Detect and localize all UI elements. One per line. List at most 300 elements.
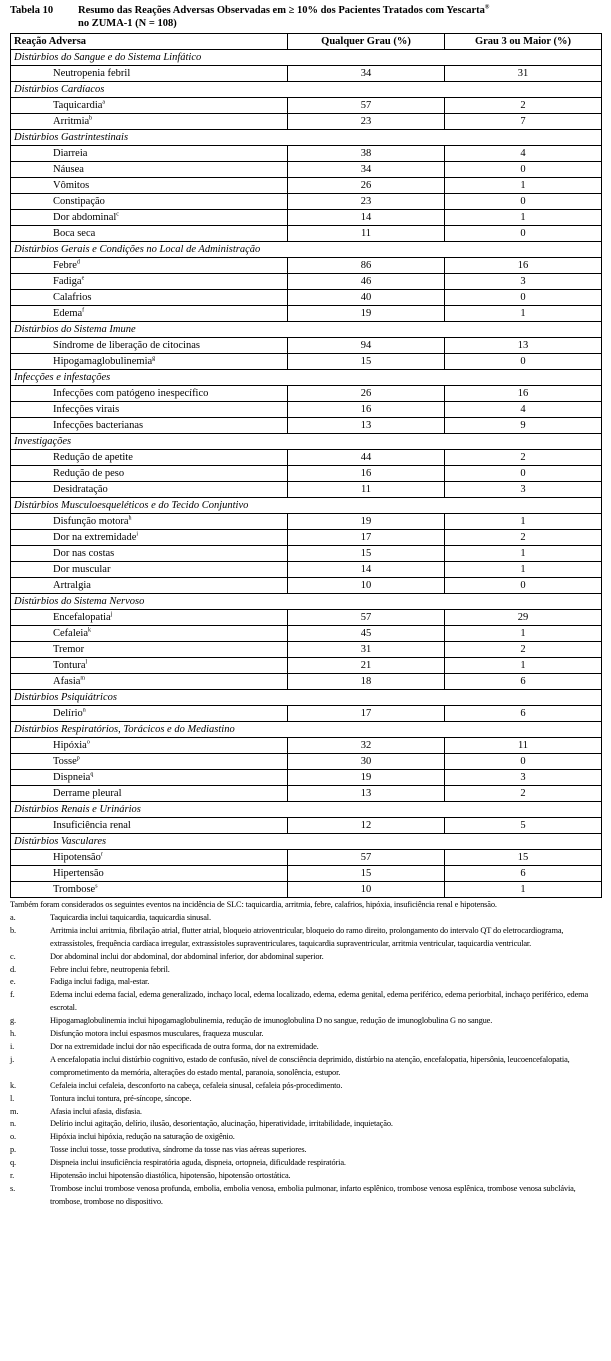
grade3-value: 6: [445, 706, 602, 722]
reaction-name: Hipertensão: [53, 868, 104, 879]
reaction-name: Vômitos: [53, 180, 90, 191]
reaction-name-cell: [11, 626, 288, 642]
footnote-item: [10, 1118, 601, 1131]
table-row: [11, 514, 602, 530]
table-row: [11, 418, 602, 434]
reaction-name-cell: [11, 658, 288, 674]
table-row: [11, 786, 602, 802]
any-grade-value: 15: [288, 866, 445, 882]
table-label: Tabela 10: [10, 5, 54, 16]
footnote-item: [10, 989, 601, 1015]
any-grade-value: 16: [288, 402, 445, 418]
table-row: [11, 770, 602, 786]
any-grade-value: 31: [288, 642, 445, 658]
reaction-name: Dor nas costas: [53, 548, 115, 559]
footnote-key: s.: [10, 1183, 16, 1193]
table-row: [11, 210, 602, 226]
footnote-marker: m: [80, 675, 86, 682]
footnote-text: Fadiga inclui fadiga, mal-estar.: [50, 977, 150, 987]
table-footnotes: [10, 899, 601, 1209]
reaction-name-cell: [11, 98, 288, 114]
footnote-item: [10, 1015, 601, 1028]
grade3-value: 13: [445, 338, 602, 354]
table-row: [11, 754, 602, 770]
reaction-name: Trombose: [53, 884, 96, 895]
reaction-name: Edema: [53, 308, 83, 319]
any-grade-value: 23: [288, 114, 445, 130]
grade3-value: 0: [445, 754, 602, 770]
grade3-value: 3: [445, 274, 602, 290]
grade3-value: 0: [445, 194, 602, 210]
reaction-name: Síndrome de liberação de citocinas: [53, 340, 200, 351]
grade3-value: 31: [445, 66, 602, 82]
any-grade-value: 26: [288, 386, 445, 402]
reaction-name: Boca seca: [53, 228, 96, 239]
reaction-name: Diarreia: [53, 148, 88, 159]
reaction-name-cell: [11, 642, 288, 658]
footnote-key: i.: [10, 1041, 15, 1051]
reaction-name-cell: [11, 818, 288, 834]
any-grade-value: 19: [288, 306, 445, 322]
grade3-value: 2: [445, 786, 602, 802]
reaction-name-cell: [11, 290, 288, 306]
category-row: [11, 594, 602, 610]
grade3-value: 2: [445, 642, 602, 658]
footnote-key: c.: [10, 951, 16, 961]
reaction-name-cell: [11, 354, 288, 370]
any-grade-value: 38: [288, 146, 445, 162]
grade3-value: 3: [445, 770, 602, 786]
reaction-name: Redução de peso: [53, 468, 125, 479]
reaction-name: Constipação: [53, 196, 105, 207]
table-row: [11, 386, 602, 402]
footnote-marker: p: [76, 755, 80, 762]
footnote-key: l.: [10, 1093, 15, 1103]
any-grade-value: 57: [288, 610, 445, 626]
table-row: [11, 306, 602, 322]
table-row: [11, 882, 602, 898]
footnote-item: [10, 1131, 601, 1144]
table-row: [11, 274, 602, 290]
any-grade-value: 11: [288, 226, 445, 242]
grade3-value: 2: [445, 98, 602, 114]
category-row: [11, 834, 602, 850]
table-row: [11, 450, 602, 466]
reaction-name-cell: [11, 338, 288, 354]
reaction-name: Delírio: [53, 708, 83, 719]
reaction-name: Tremor: [53, 644, 85, 655]
category-label: Distúrbios Cardíacos: [11, 82, 602, 98]
grade3-value: 1: [445, 658, 602, 674]
table-row: [11, 530, 602, 546]
table-row: [11, 178, 602, 194]
grade3-value: 0: [445, 354, 602, 370]
table-row: [11, 98, 602, 114]
reaction-name-cell: [11, 514, 288, 530]
footnote-text: Taquicardia inclui taquicardia, taquicardia sinusal.: [50, 912, 211, 922]
reaction-name-cell: [11, 162, 288, 178]
any-grade-value: 10: [288, 882, 445, 898]
reaction-name-cell: [11, 706, 288, 722]
any-grade-value: 15: [288, 546, 445, 562]
table-row: [11, 738, 602, 754]
table-row: [11, 194, 602, 210]
footnote-marker: r: [100, 851, 103, 858]
footnote-marker: o: [86, 739, 90, 746]
grade3-value: 11: [445, 738, 602, 754]
footnote-marker: e: [81, 275, 85, 282]
footnote-text: Delírio inclui agitação, delírio, ilusão, desorientação, alucinação, hiperatividade, irritabilidade, inquietação.: [50, 1119, 393, 1129]
footnote-item: [10, 976, 601, 989]
category-label: Infecções e infestações: [11, 370, 602, 386]
table-row: [11, 866, 602, 882]
any-grade-value: 23: [288, 194, 445, 210]
table-title: Resumo das Reações Adversas Observadas em ≥ 10% dos Pacientes Tratados com Yescarta: [78, 5, 485, 16]
any-grade-value: 13: [288, 418, 445, 434]
table-row: [11, 290, 602, 306]
reaction-name: Derrame pleural: [53, 788, 122, 799]
footnote-text: Hipotensão inclui hipotensão diastólica, hipotensão, hipotensão ortostática.: [50, 1171, 291, 1181]
footnote-marker: d: [76, 259, 80, 266]
any-grade-value: 17: [288, 706, 445, 722]
any-grade-value: 14: [288, 210, 445, 226]
footnote-text: Cefaleia inclui cefaleia, desconforto na cabeça, cefaleia sinusal, cefaleia pós-procedimento.: [50, 1080, 343, 1090]
table-body: [11, 50, 602, 898]
table-row: [11, 706, 602, 722]
table-caption: [10, 4, 605, 30]
footnote-marker: l: [85, 659, 88, 666]
table-row: [11, 226, 602, 242]
footnote-item: [10, 964, 601, 977]
any-grade-value: 14: [288, 562, 445, 578]
footnote-item: [10, 1041, 601, 1054]
footnote-text: Tontura inclui tontura, pré-síncope, síncope.: [50, 1093, 192, 1103]
footnote-item: [10, 1157, 601, 1170]
reaction-name: Infecções virais: [53, 404, 120, 415]
table-row: [11, 626, 602, 642]
grade3-value: 1: [445, 562, 602, 578]
footnote-marker: i: [136, 531, 139, 538]
header-any-grade: Qualquer Grau (%): [288, 34, 445, 50]
any-grade-value: 32: [288, 738, 445, 754]
footnote-marker: k: [87, 627, 91, 634]
footnote-key: o.: [10, 1132, 16, 1142]
reaction-name-cell: [11, 482, 288, 498]
grade3-value: 1: [445, 178, 602, 194]
reaction-name: Infecções bacterianas: [53, 420, 144, 431]
footnote-item: [10, 1054, 601, 1080]
footnote-marker: a: [102, 99, 106, 106]
grade3-value: 7: [445, 114, 602, 130]
reaction-name-cell: [11, 466, 288, 482]
any-grade-value: 26: [288, 178, 445, 194]
any-grade-value: 18: [288, 674, 445, 690]
reaction-name: Infecções com patógeno inespecífico: [53, 388, 209, 399]
table-row: [11, 146, 602, 162]
any-grade-value: 12: [288, 818, 445, 834]
footnote-marker: j: [110, 611, 113, 618]
reaction-name-cell: [11, 178, 288, 194]
header-grade3: Grau 3 ou Maior (%): [445, 34, 602, 50]
reaction-name-cell: [11, 770, 288, 786]
reaction-name: Insuficiência renal: [53, 820, 131, 831]
footnote-key: a.: [10, 912, 16, 922]
any-grade-value: 57: [288, 850, 445, 866]
category-label: Distúrbios Gastrintestinais: [11, 130, 602, 146]
reaction-name-cell: [11, 226, 288, 242]
footnote-text: Febre inclui febre, neutropenia febril.: [50, 964, 170, 974]
footnote-marker: s: [95, 883, 98, 890]
any-grade-value: 15: [288, 354, 445, 370]
reaction-name: Neutropenia febril: [53, 68, 131, 79]
table-row: [11, 338, 602, 354]
any-grade-value: 40: [288, 290, 445, 306]
grade3-value: 0: [445, 578, 602, 594]
table-row: [11, 610, 602, 626]
reaction-name: Redução de apetite: [53, 452, 133, 463]
footnote-key: f.: [10, 990, 15, 1000]
grade3-value: 0: [445, 226, 602, 242]
grade3-value: 1: [445, 210, 602, 226]
reaction-name-cell: [11, 114, 288, 130]
category-row: [11, 722, 602, 738]
footnote-text: Hipóxia inclui hipóxia, redução na saturação de oxigênio.: [50, 1132, 235, 1142]
table-row: [11, 466, 602, 482]
category-label: Distúrbios Renais e Urinários: [11, 802, 602, 818]
table-title-continuation: no ZUMA-1 (N = 108): [78, 18, 177, 29]
reaction-name: Desidratação: [53, 484, 108, 495]
footnote-key: g.: [10, 1016, 16, 1026]
footnote-key: j.: [10, 1054, 15, 1064]
footnote-item: [10, 1183, 601, 1209]
reaction-name-cell: [11, 210, 288, 226]
table-row: [11, 562, 602, 578]
reaction-name-cell: [11, 402, 288, 418]
grade3-value: 0: [445, 290, 602, 306]
any-grade-value: 10: [288, 578, 445, 594]
any-grade-value: 46: [288, 274, 445, 290]
reaction-name-cell: [11, 194, 288, 210]
reaction-name-cell: [11, 882, 288, 898]
category-label: Distúrbios do Sangue e do Sistema Linfático: [11, 50, 602, 66]
reaction-name: Dor abdominal: [53, 212, 117, 223]
reaction-name: Fadiga: [53, 276, 82, 287]
footnote-text: Disfunção motora inclui espasmos musculares, fraqueza muscular.: [50, 1029, 264, 1039]
table-row: [11, 818, 602, 834]
grade3-value: 1: [445, 306, 602, 322]
reaction-name: Dor na extremidade: [53, 532, 137, 543]
footnote-key: n.: [10, 1119, 16, 1129]
table-row: [11, 354, 602, 370]
grade3-value: 15: [445, 850, 602, 866]
grade3-value: 16: [445, 386, 602, 402]
any-grade-value: 19: [288, 770, 445, 786]
table-header-row: [11, 34, 602, 50]
category-row: [11, 370, 602, 386]
footnote-key: m.: [10, 1106, 19, 1116]
footnote-text: Arritmia inclui arritmia, fibrilação atrial, flutter atrial, bloqueio atrioventricular, bloqueio do ramo direito, prolongamento do intervalo QT do eletrocardiograma, extrassístoles, frequência cardíaca irregular, extrassístoles supraventriculares, taquicardia supraventricular, arritmia ventricular, taquicardia ventricular.: [50, 925, 564, 948]
category-label: Distúrbios Psiquiátricos: [11, 690, 602, 706]
category-row: [11, 322, 602, 338]
reaction-name-cell: [11, 418, 288, 434]
reaction-name: Hipóxia: [53, 740, 87, 751]
grade3-value: 1: [445, 626, 602, 642]
table-row: [11, 162, 602, 178]
reaction-name: Hipotensão: [53, 852, 101, 863]
footnote-text: Edema inclui edema facial, edema generalizado, inchaço local, edema localizado, edema, edema genital, edema periférico, edema periorbital, inchaço periférico, edema escrotal.: [50, 990, 589, 1013]
footnote-item: [10, 1080, 601, 1093]
table-row: [11, 642, 602, 658]
reaction-name-cell: [11, 610, 288, 626]
footnote-key: q.: [10, 1158, 16, 1168]
any-grade-value: 13: [288, 786, 445, 802]
footnote-item: [10, 1144, 601, 1157]
category-row: [11, 130, 602, 146]
footnote-item: [10, 1093, 601, 1106]
category-label: Distúrbios do Sistema Imune: [11, 322, 602, 338]
footnote-text: Tosse inclui tosse, tosse produtiva, síndrome da tosse nas vias aéreas superiores.: [50, 1145, 307, 1155]
footnote-key: k.: [10, 1080, 16, 1090]
reaction-name: Tosse: [53, 756, 77, 767]
reaction-name: Febre: [53, 260, 77, 271]
footnote-key: h.: [10, 1029, 16, 1039]
category-label: Distúrbios Vasculares: [11, 834, 602, 850]
grade3-value: 6: [445, 866, 602, 882]
any-grade-value: 11: [288, 482, 445, 498]
any-grade-value: 45: [288, 626, 445, 642]
footnote-marker: g: [152, 355, 156, 362]
any-grade-value: 34: [288, 66, 445, 82]
footnote-text: Afasia inclui afasia, disfasia.: [50, 1106, 142, 1116]
grade3-value: 2: [445, 530, 602, 546]
table-row: [11, 66, 602, 82]
reaction-name: Náusea: [53, 164, 84, 175]
grade3-value: 16: [445, 258, 602, 274]
reaction-name: Taquicardia: [53, 100, 103, 111]
category-row: [11, 242, 602, 258]
grade3-value: 3: [445, 482, 602, 498]
reaction-name-cell: [11, 274, 288, 290]
grade3-value: 29: [445, 610, 602, 626]
category-label: Distúrbios Gerais e Condições no Local de Administração: [11, 242, 602, 258]
table-row: [11, 658, 602, 674]
grade3-value: 9: [445, 418, 602, 434]
footnote-text: Dispneia inclui insuficiência respiratória aguda, dispneia, ortopneia, dificuldade respiratória.: [50, 1158, 346, 1168]
trademark-symbol: ®: [484, 4, 490, 11]
reaction-name: Encefalopatia: [53, 612, 111, 623]
any-grade-value: 34: [288, 162, 445, 178]
reaction-name-cell: [11, 786, 288, 802]
reaction-name-cell: [11, 754, 288, 770]
any-grade-value: 19: [288, 514, 445, 530]
grade3-value: 0: [445, 162, 602, 178]
grade3-value: 5: [445, 818, 602, 834]
category-row: [11, 82, 602, 98]
category-row: [11, 690, 602, 706]
reaction-name-cell: [11, 258, 288, 274]
footnote-item: [10, 1106, 601, 1119]
reaction-name: Hipogamaglobulinemia: [53, 356, 153, 367]
footnote-item: [10, 951, 601, 964]
category-row: [11, 802, 602, 818]
reaction-name: Dor muscular: [53, 564, 111, 575]
footnote-item: [10, 912, 601, 925]
footnote-item: [10, 925, 601, 951]
reaction-name-cell: [11, 450, 288, 466]
table-row: [11, 482, 602, 498]
grade3-value: 4: [445, 402, 602, 418]
reaction-name-cell: [11, 738, 288, 754]
footnote-text: Trombose inclui trombose venosa profunda, embolia, embolia venosa, embolia pulmonar, infarto esplênico, trombose venosa esplênica, trombose venosa subclávia, trombose, trombose no dispositivo.: [50, 1183, 576, 1206]
reaction-name-cell: [11, 66, 288, 82]
footnote-text: Dor abdominal inclui dor abdominal, dor abdominal inferior, dor abdominal superior.: [50, 951, 324, 961]
header-reaction: Reação Adversa: [11, 34, 288, 50]
reaction-name: Artralgia: [53, 580, 91, 591]
footnote-marker: b: [89, 115, 93, 122]
adverse-reactions-table: [10, 33, 602, 898]
footnote-text: A encefalopatia inclui distúrbio cognitivo, estado de confusão, nível de consciência deprimido, distúrbio na atenção, encefalopatia, hipersônia, leucoencefalopatia, comprometimento da memória, alterações do estado mental, paranoia, sonolência, estupor.: [50, 1054, 570, 1077]
table-row: [11, 674, 602, 690]
any-grade-value: 30: [288, 754, 445, 770]
grade3-value: 6: [445, 674, 602, 690]
category-row: [11, 434, 602, 450]
footnote-marker: c: [116, 211, 119, 218]
footnote-intro: Também foram considerados os seguintes eventos na incidência de SLC: taquicardia, arritmia, febre, calafrios, hipóxia, insuficiência renal e hipotensão.: [10, 900, 497, 909]
footnote-marker: f: [82, 307, 85, 314]
grade3-value: 0: [445, 466, 602, 482]
reaction-name-cell: [11, 578, 288, 594]
footnote-text: Hipogamaglobulinemia inclui hipogamaglobulinemia, redução de imunoglobulina D no sangue, redução de imunoglobulina G no sangue.: [50, 1016, 493, 1026]
table-row: [11, 850, 602, 866]
any-grade-value: 17: [288, 530, 445, 546]
footnote-item: [10, 1170, 601, 1183]
footnote-marker: q: [90, 771, 94, 778]
footnote-key: d.: [10, 964, 16, 974]
table-row: [11, 578, 602, 594]
footnote-text: Dor na extremidade inclui dor não especificada de outra forma, dor na extremidade.: [50, 1041, 319, 1051]
footnote-marker: n: [82, 707, 86, 714]
reaction-name: Afasia: [53, 676, 81, 687]
footnote-key: r.: [10, 1171, 15, 1181]
table-row: [11, 546, 602, 562]
any-grade-value: 86: [288, 258, 445, 274]
footnote-key: p.: [10, 1145, 16, 1155]
table-row: [11, 402, 602, 418]
footnote-item: [10, 1028, 601, 1041]
table-row: [11, 114, 602, 130]
grade3-value: 1: [445, 546, 602, 562]
reaction-name: Arritmia: [53, 116, 90, 127]
category-label: Distúrbios do Sistema Nervoso: [11, 594, 602, 610]
category-label: Investigações: [11, 434, 602, 450]
category-label: Distúrbios Respiratórios, Torácicos e do Mediastino: [11, 722, 602, 738]
grade3-value: 4: [445, 146, 602, 162]
any-grade-value: 44: [288, 450, 445, 466]
reaction-name-cell: [11, 306, 288, 322]
footnote-marker: h: [128, 515, 132, 522]
reaction-name-cell: [11, 146, 288, 162]
reaction-name-cell: [11, 674, 288, 690]
grade3-value: 2: [445, 450, 602, 466]
footnote-key: e.: [10, 977, 16, 987]
category-label: Distúrbios Musculoesqueléticos e do Tecido Conjuntivo: [11, 498, 602, 514]
reaction-name: Disfunção motora: [53, 516, 129, 527]
reaction-name: Calafrios: [53, 292, 92, 303]
any-grade-value: 94: [288, 338, 445, 354]
table-row: [11, 258, 602, 274]
any-grade-value: 57: [288, 98, 445, 114]
category-row: [11, 498, 602, 514]
